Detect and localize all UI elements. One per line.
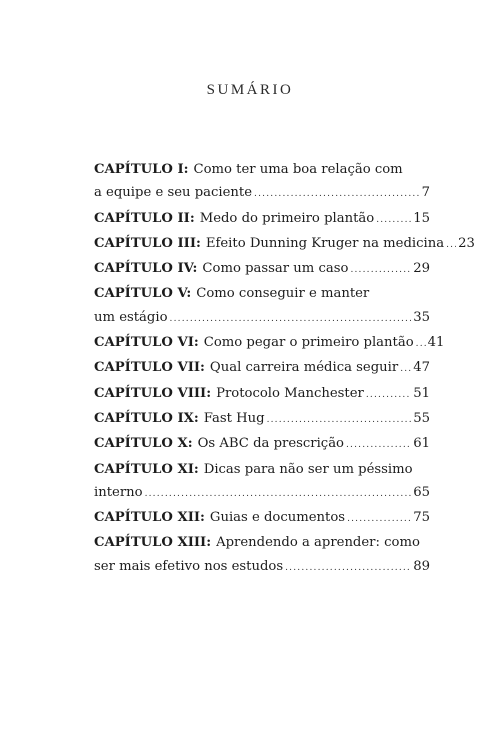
dot-leader (366, 384, 411, 407)
toc-entry-3 (94, 232, 475, 257)
chapter-title: Como passar um caso (202, 261, 349, 277)
chapter-label: CAPÍTULO VII: (94, 360, 205, 376)
chapter-title: Medo do primeiro plantão (199, 210, 375, 226)
chapter-title: Como conseguir e manter (196, 286, 370, 302)
chapter-label: CAPÍTULO VI: (94, 335, 199, 351)
dot-leader (347, 508, 411, 531)
chapter-label: CAPÍTULO XI: (94, 461, 199, 477)
chapter-title: Fast Hug (203, 410, 265, 426)
dot-leader (416, 333, 426, 356)
chapter-title-continued: a equipe e seu paciente (94, 185, 253, 201)
chapter-title: Aprendendo a aprender: como (216, 535, 420, 551)
page-number: 41 (427, 335, 445, 351)
page-number: 75 (413, 510, 430, 526)
chapter-title-continued: interno (94, 484, 143, 500)
toc-entry-5 (94, 282, 430, 331)
page-title: SUMÁRIO (206, 82, 294, 98)
chapter-title-continued: um estágio (94, 309, 168, 325)
page-number: 55 (413, 410, 430, 426)
chapter-title: Protocolo Manchester (216, 385, 364, 401)
chapter-label: CAPÍTULO III: (94, 235, 201, 251)
page-number: 29 (413, 261, 430, 277)
toc-entry-2 (94, 207, 430, 232)
toc-entry-13 (94, 531, 430, 580)
chapter-label: CAPÍTULO XII: (94, 510, 205, 526)
chapter-label: CAPÍTULO I: (94, 162, 189, 177)
chapter-label: CAPÍTULO X: (94, 436, 193, 452)
dot-leader (285, 557, 411, 580)
chapter-label: CAPÍTULO XIII: (94, 535, 212, 551)
dot-leader (376, 209, 411, 232)
chapter-label: CAPÍTULO IV: (94, 261, 198, 277)
chapter-label: CAPÍTULO II: (94, 210, 195, 226)
toc-entry-7 (94, 356, 430, 381)
toc-entry-8 (94, 382, 430, 407)
chapter-title: Como pegar o primeiro plantão (203, 335, 414, 351)
page-number: 23 (458, 235, 475, 251)
toc-entry-6 (94, 331, 445, 356)
dot-leader (446, 234, 456, 257)
dot-leader (170, 308, 412, 331)
dot-leader (267, 409, 412, 432)
table-of-contents (94, 158, 475, 580)
dot-leader (400, 358, 411, 381)
chapter-title: Guias e documentos (209, 510, 346, 526)
page-number: 47 (413, 360, 430, 376)
page-number: 65 (413, 484, 430, 500)
toc-entry-10 (94, 432, 430, 457)
dot-leader (346, 434, 411, 457)
page-number: 51 (413, 385, 430, 401)
chapter-title-continued: ser mais efetivo nos estudos (94, 558, 284, 574)
page-number: 15 (413, 210, 430, 226)
chapter-title: Qual carreira médica seguir (209, 360, 399, 376)
toc-entry-4 (94, 257, 430, 282)
page-number: 35 (413, 309, 430, 325)
chapter-title: Dicas para não ser um péssimo (203, 461, 413, 477)
page-number: 7 (421, 185, 430, 201)
dot-leader (254, 183, 420, 206)
toc-entry-11 (94, 458, 430, 507)
chapter-title: Os ABC da prescrição (197, 436, 344, 452)
chapter-label: CAPÍTULO VIII: (94, 385, 212, 401)
page-number: 61 (413, 436, 430, 452)
chapter-title: Efeito Dunning Kruger na medicina (205, 235, 445, 251)
toc-entry-9 (94, 407, 430, 432)
chapter-label: CAPÍTULO IX: (94, 410, 199, 426)
page-number: 89 (413, 558, 430, 574)
toc-entry-1 (94, 158, 430, 207)
dot-leader (350, 259, 411, 282)
toc-entry-12 (94, 506, 430, 531)
dot-leader (145, 483, 412, 506)
chapter-title: Como ter uma boa relação com (193, 162, 403, 177)
chapter-label: CAPÍTULO V: (94, 286, 192, 302)
